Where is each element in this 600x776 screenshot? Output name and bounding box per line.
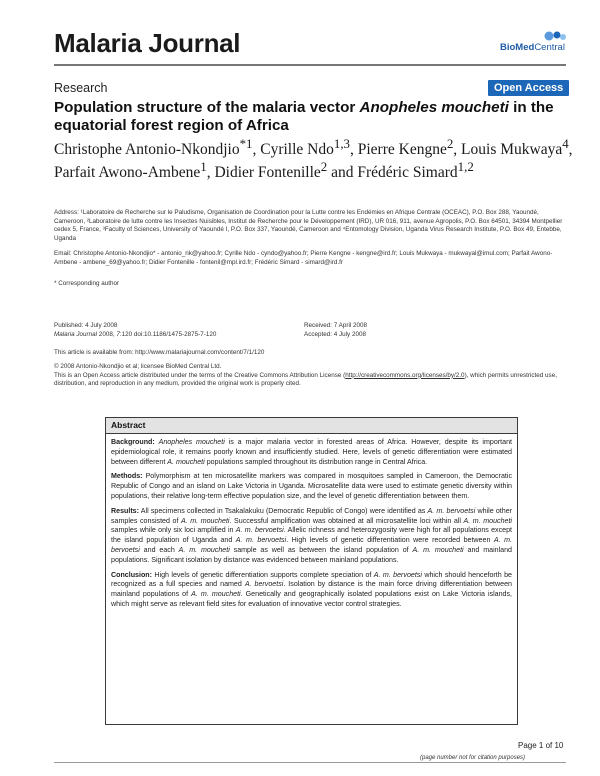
author-affiliation: 1,2 xyxy=(457,158,474,174)
published-date: Published: 4 July 2008 xyxy=(54,322,118,329)
species-name: A. m. bervoetsi xyxy=(427,506,476,515)
license-text-end: ), which permits unrestricted use, distribution, and reproduction in any medium, provided the original work is properly cited. xyxy=(54,371,557,388)
author[interactable] xyxy=(54,158,207,182)
abstract-text: . Genetically and geographically isolated populations exist on Lake Victoria islands, which might serve as relevant field sites for evaluation of innovative vector control strategies. xyxy=(111,590,512,608)
author[interactable] xyxy=(54,136,253,159)
abstract-label: Results: xyxy=(111,506,139,515)
citation-volume: 7 xyxy=(116,330,120,338)
citation-doi[interactable]: :120 doi:10.1186/1475-2875-7-120 xyxy=(119,330,217,338)
page-number: Page 1 of 10 xyxy=(518,741,564,750)
author-name: Pierre Kengne xyxy=(357,141,447,159)
corresponding-author-note: * Corresponding author xyxy=(54,280,120,287)
author-separator: , xyxy=(252,141,261,159)
author-name: Cyrille Ndo xyxy=(260,141,334,159)
dates-info xyxy=(304,322,554,339)
abstract-text: Polymorphism at ten microsatellite markers was compared in mosquitoes sampled in Cameroon, the Democratic Republic of Congo and an island on Lake Victoria in Uganda. Microsatellite data were used to estimate genetic diversity within populations, their relative long-term effective population size, and the level of genetic differentiation between them. xyxy=(111,472,512,500)
page-number-note: (page number not for citation purposes) xyxy=(420,755,526,761)
abstract-text: and mainland populations. Significant isolation by distance was evidenced between mainland populations. xyxy=(111,545,513,564)
copyright-line: © 2008 Antonio-Nkondjio et al; licensee BioMed Central Ltd. xyxy=(54,363,222,370)
abstract-text: is a major malaria vector in forested areas of Africa. However, despite its important epidemiological role, it remains poorly known and insufficiently studied. Here, levels of genetic differentiation were estimated between different xyxy=(111,438,512,466)
species-name: A. m. bervoetsi xyxy=(235,526,284,535)
header-rule xyxy=(54,64,566,66)
license-link[interactable]: http://creativecommons.org/licenses/by/2.0 xyxy=(345,371,465,379)
article-type: Research xyxy=(54,81,108,95)
author-name: Parfait Awono-Ambene xyxy=(54,164,201,182)
abstract-results xyxy=(111,507,512,566)
author[interactable] xyxy=(357,136,454,159)
citation xyxy=(54,331,304,340)
biomed-logo-mark-icon xyxy=(542,30,568,42)
article-url[interactable]: This article is available from: http://www.malariajournal.com/content/7/1/120 xyxy=(54,349,265,356)
abstract-text: . Isolation by distance is the main force driving differentiation between mainland populations of xyxy=(111,580,512,599)
citation-journal: Malaria Journal xyxy=(54,330,98,338)
species-name: A. m. moucheti xyxy=(178,545,230,554)
author[interactable] xyxy=(461,136,569,159)
author[interactable] xyxy=(214,158,328,182)
title-part: Population structure of the malaria vector xyxy=(54,99,360,116)
author-affiliation: *1 xyxy=(239,136,253,151)
abstract-text: which should henceforth be recognized as a full species and named xyxy=(111,570,512,589)
author-separator: , xyxy=(206,164,215,182)
author-affiliation: 4 xyxy=(562,136,569,151)
abstract-text: . High levels of genetic differentiation were recorded between xyxy=(286,536,494,545)
abstract-text: . Successful amplification was obtained at all microsatellite loci within all xyxy=(229,516,464,525)
author-separator: , xyxy=(568,141,573,159)
species-name: A. m. moucheti xyxy=(181,516,230,525)
abstract-conclusion xyxy=(111,571,512,610)
abstract-label: Background: xyxy=(111,438,155,446)
author-separator: and xyxy=(327,164,358,182)
author-affiliation: 1 xyxy=(200,158,207,174)
footer-rule xyxy=(54,762,566,763)
abstract-text: All specimens collected in Tsakalakuku (Democratic Republic of Congo) were identified as xyxy=(139,506,428,515)
author-separator: , xyxy=(453,141,462,159)
species-name: A. m. moucheti xyxy=(191,590,241,599)
species-name: A. m. bervoetsi xyxy=(373,570,422,579)
abstract-header xyxy=(106,418,517,434)
abstract-text: while other samples consisted of xyxy=(111,506,513,525)
author[interactable] xyxy=(260,136,350,159)
author-affiliation: 2 xyxy=(446,136,454,151)
logo-central-text: Central xyxy=(534,42,565,53)
abstract-methods xyxy=(111,472,512,501)
abstract-box xyxy=(105,417,518,725)
citation-year: 2008, xyxy=(97,330,117,338)
author-name: Louis Mukwaya xyxy=(461,141,563,159)
publication-info xyxy=(54,322,304,339)
biomed-central-logo[interactable] xyxy=(500,30,570,54)
title-species: Anopheles moucheti xyxy=(359,99,509,116)
accepted-date: Accepted: 4 July 2008 xyxy=(304,330,366,338)
author-name: Frédéric Simard xyxy=(357,164,458,182)
journal-title: Malaria Journal xyxy=(54,28,241,58)
abstract-label: Conclusion: xyxy=(111,570,152,579)
abstract-text: and each xyxy=(139,545,179,554)
species-name: A. bervoetsi xyxy=(244,580,284,589)
species-name: Anopheles moucheti xyxy=(158,438,225,446)
author-separator: , xyxy=(350,141,358,159)
species-name: A. m. moucheti xyxy=(412,545,464,554)
license-text xyxy=(54,372,566,389)
article-title xyxy=(54,99,574,135)
received-date: Received: 7 April 2008 xyxy=(304,322,368,329)
abstract-background xyxy=(111,438,512,467)
affiliation-address: Address: ¹Laboratoire de Recherche sur le Paludisme, Organisation de Coordination pour la Lutte contre les Endémies en Afrique Centrale (OCEAC), P.O. Box 288, Yaoundé, Cameroon, ²Laboratoire de lutte contre les Insectes Nuisibles, Institut de Recherche pour le Développement (IRD), UR 016, 911, avenue Agropolis, P.O. Box 64501, 34394 Montpellier cedex 5, France, ³Faculty of Sciences, University of Yaoundé I, P.O. Box 337, Yaoundé, Cameroon and ⁴Entomology Division, Uganda Virus Research Institute, P.O. Box 49, Entebbe, Uganda xyxy=(54,209,563,242)
logo-text xyxy=(500,42,565,53)
species-name: A. m. moucheti xyxy=(463,516,513,525)
logo-bio-text: BioMed xyxy=(500,42,535,53)
abstract-heading: Abstract xyxy=(111,420,146,430)
abstract-text: High levels of genetic differentiation supports complete speciation of xyxy=(151,570,374,579)
author-list xyxy=(54,136,574,182)
abstract-text: sample as well as between the island population of xyxy=(229,545,413,554)
open-access-badge[interactable]: Open Access xyxy=(488,80,569,96)
author-name: Didier Fontenille xyxy=(214,164,321,182)
abstract-body xyxy=(111,438,512,615)
abstract-text: samples while only six loci amplified in xyxy=(111,526,236,535)
license-block xyxy=(54,363,566,389)
species-name: A. moucheti xyxy=(167,457,205,466)
author-affiliation: 2 xyxy=(320,158,328,174)
abstract-label: Methods: xyxy=(111,472,143,481)
abstract-text: . Allelic richness and heterozygosity were high for all populations except the island population of Uganda and xyxy=(111,526,512,545)
author-name: Christophe Antonio-Nkondjio xyxy=(54,141,240,159)
species-name: A. m. bervoetsi xyxy=(235,536,287,545)
species-name: A. m. bervoetsi xyxy=(111,536,512,554)
author[interactable] xyxy=(357,158,474,182)
title-part: in the equatorial forest region of Africa xyxy=(54,99,554,134)
author-affiliation: 1,3 xyxy=(333,136,350,151)
abstract-text: populations sampled throughout its distribution range in Central Africa. xyxy=(204,457,428,466)
license-text-start: This is an Open Access article distributed under the terms of the Creative Commons Attribution License ( xyxy=(54,371,346,379)
author-emails[interactable]: Email: Christophe Antonio-Nkondjio* - antonio_nk@yahoo.fr; Cyrille Ndo - cyndo@yahoo.fr; Pierre Kengne - kengne@ird.fr; Louis Mukwaya - mukwayal@imul.com; Parfait Awono-Ambene - ambene_69@yahoo.fr; Didier Fontenille - fontenil@mpl.ird.fr; Frédéric Simard - simard@ird.fr xyxy=(54,250,553,266)
